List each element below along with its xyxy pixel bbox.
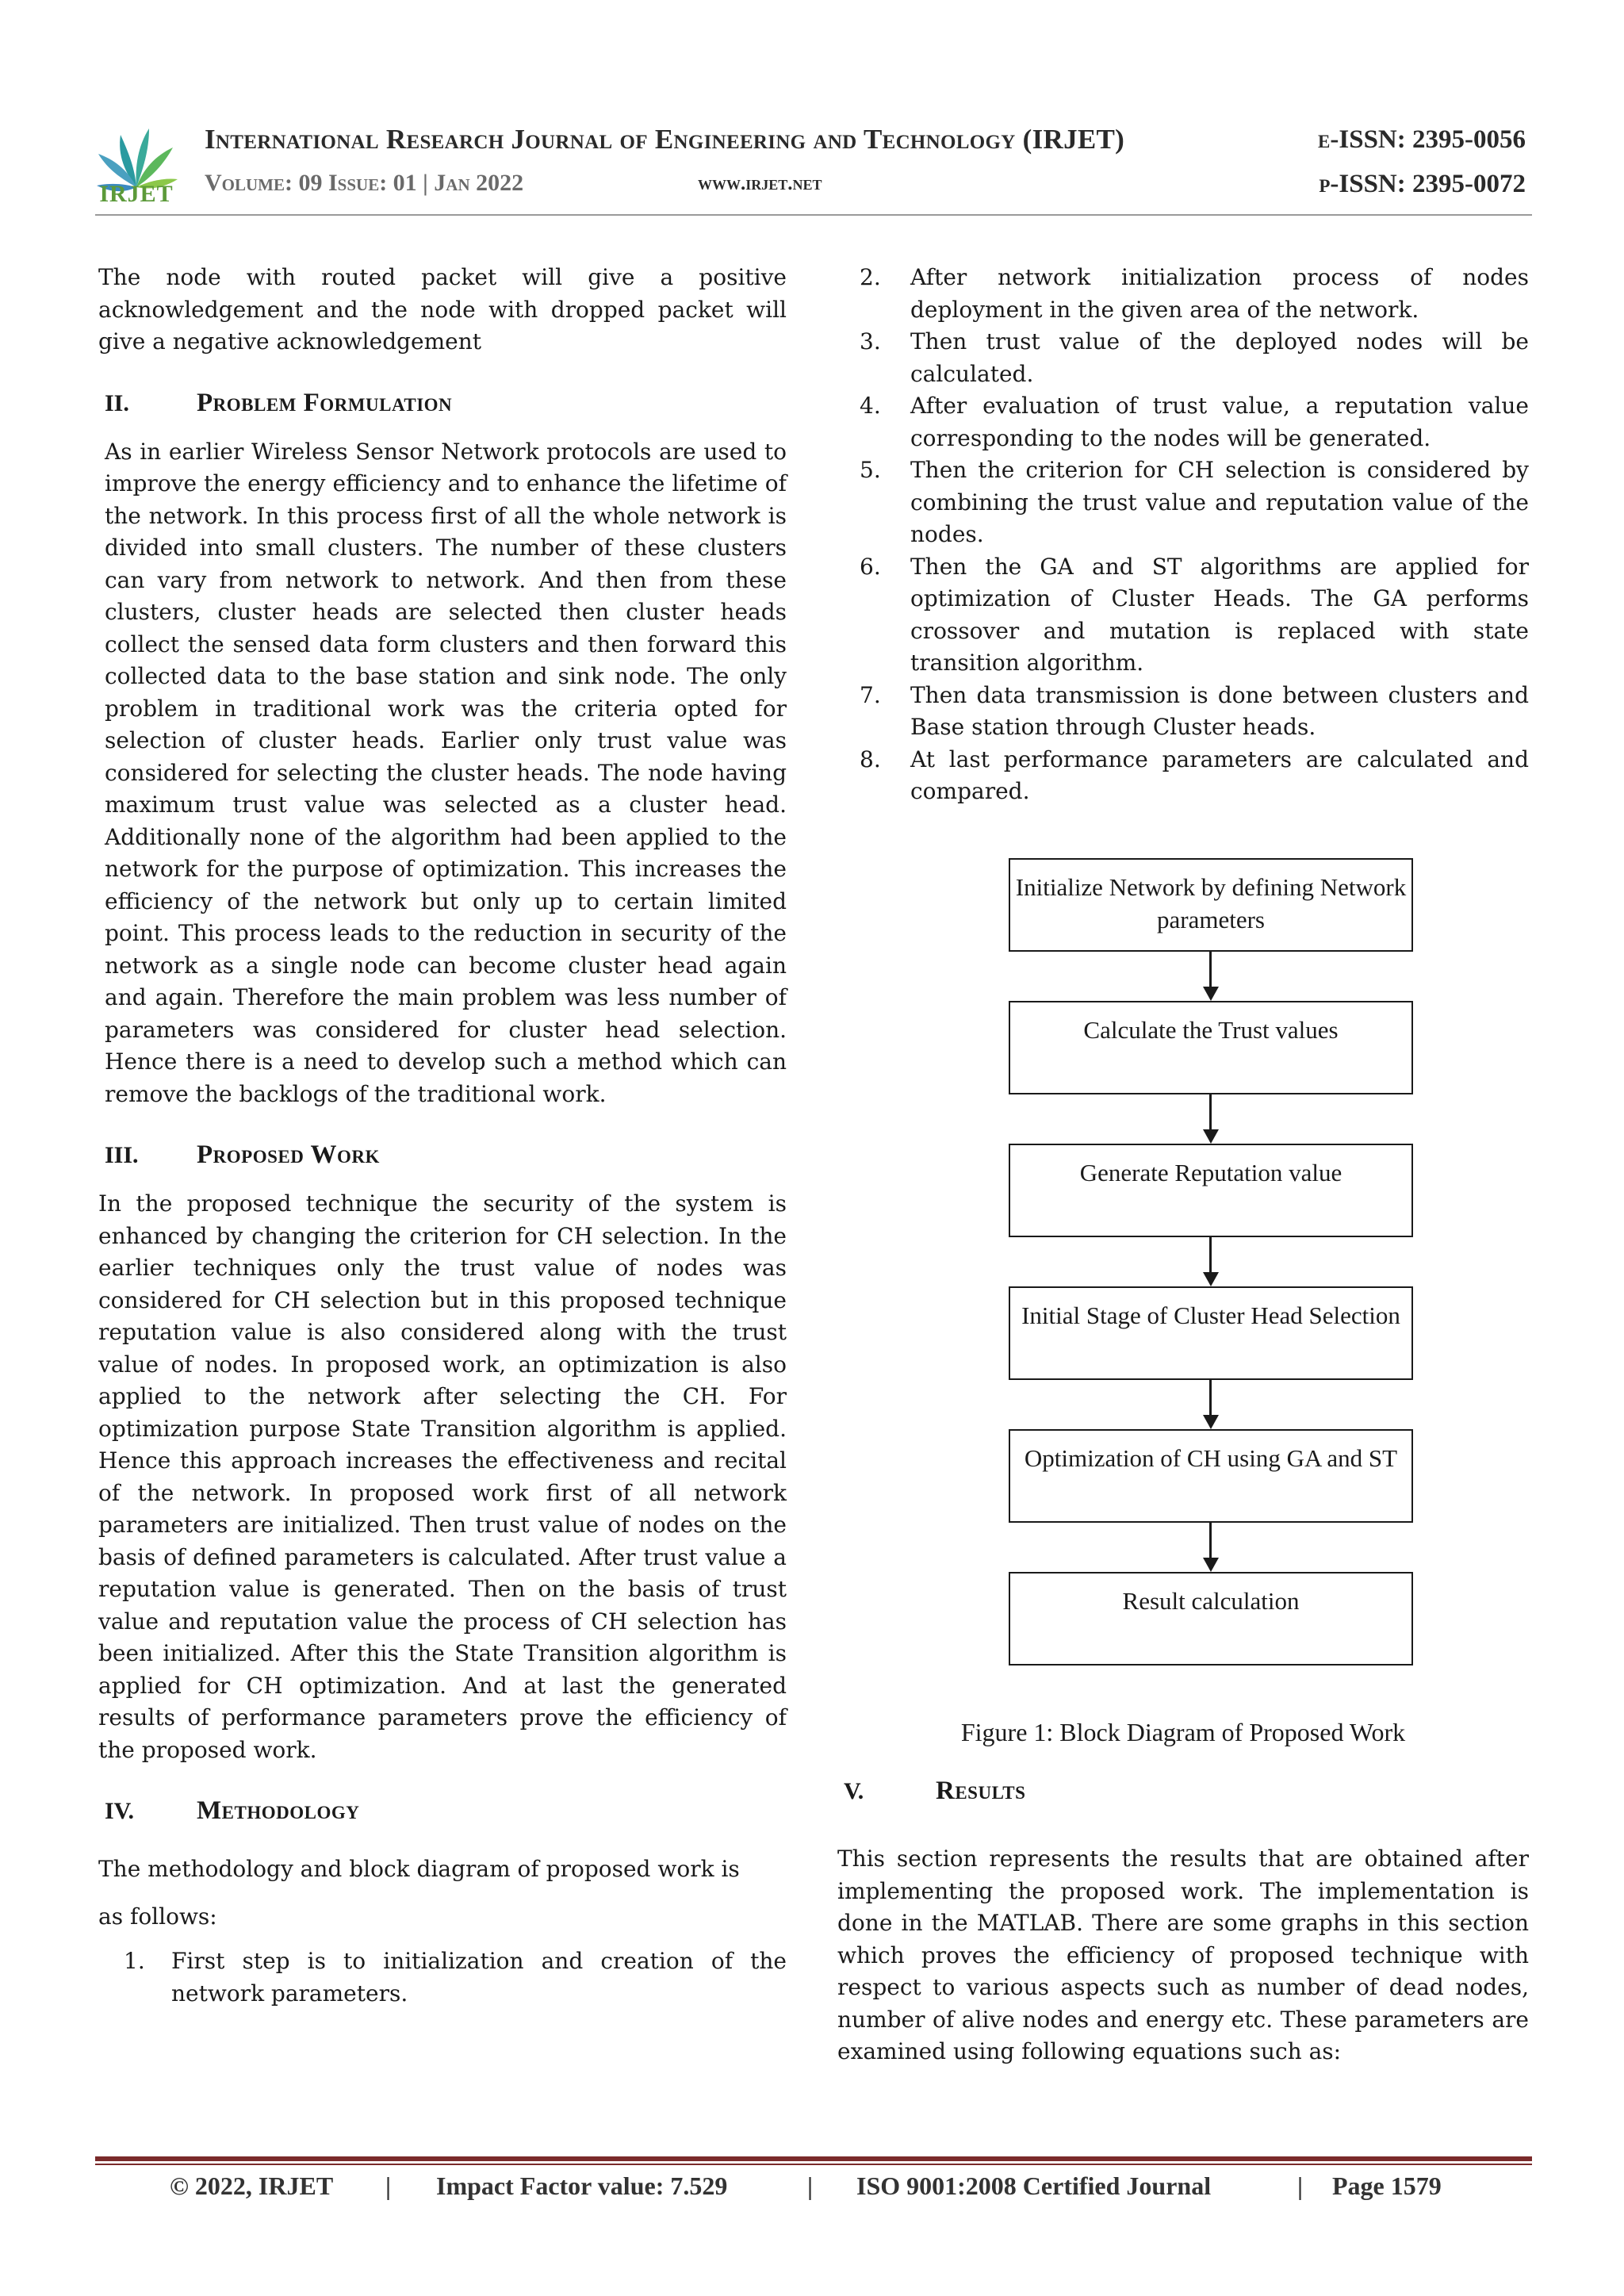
section-title: Problem Formulation — [197, 388, 453, 417]
section-title: Proposed Work — [197, 1140, 380, 1169]
section-heading-results — [837, 1777, 1529, 1843]
step-text: Then the GA and ST algorithms are applied for optimization of Cluster Heads. The GA performs crossover and mutation is replaced with state transition algorithm. — [910, 553, 1529, 676]
results-paragraph: This section represents the results that are obtained after implementing the proposed work. The implementation is done in the MATLAB. There are some graphs in this section which proves the efficiency of proposed technique with respect to various aspects such as number of dead nodes, number of alive nodes and energy etc. These parameters are examined using following equations such as: — [837, 1846, 1529, 2064]
section-number: III. — [105, 1142, 139, 1168]
list-item — [837, 454, 1529, 551]
step-text: At last performance parameters are calculated and compared. — [910, 746, 1529, 804]
methodology-steps-left — [98, 1945, 787, 2010]
step-number: 8. — [860, 746, 881, 772]
down-arrow-icon — [1009, 952, 1413, 1001]
flow-box-result-calculation: Result calculation — [1009, 1572, 1413, 1665]
step-number: 6. — [860, 553, 881, 580]
volume-issue: Volume: 09 Issue: 01 | Jan 2022 — [205, 170, 524, 196]
step-text: Then trust value of the deployed nodes will be calculated. — [910, 328, 1529, 387]
list-item — [837, 744, 1529, 808]
section-number: IV. — [105, 1798, 134, 1824]
flow-box-ch-selection: Initial Stage of Cluster Head Selection — [1009, 1286, 1413, 1380]
down-arrow-icon — [1009, 1237, 1413, 1286]
down-arrow-icon — [1009, 1380, 1413, 1429]
footer-divider — [95, 2156, 1532, 2161]
section-number: II. — [105, 389, 129, 416]
methodology-intro-line2: as follows: — [98, 1903, 217, 1930]
step-number: 4. — [860, 393, 881, 419]
step-text: After network initialization process of nodes deployment in the given area of the network. — [910, 264, 1529, 323]
journal-title: International Research Journal of Engineering and Technology (IRJET) — [205, 124, 1125, 155]
footer-divider-thin — [95, 2164, 1532, 2165]
footer-separator: | — [1297, 2171, 1304, 2200]
right-column — [837, 262, 1529, 808]
results-section — [837, 1777, 1529, 2068]
step-number: 7. — [860, 681, 881, 708]
list-item — [837, 551, 1529, 680]
step-text: Then data transmission is done between clusters and Base station through Cluster heads. — [910, 681, 1529, 740]
methodology-steps-right — [837, 262, 1529, 808]
step-text: After evaluation of trust value, a reputation value corresponding to the nodes will be generated. — [910, 393, 1529, 451]
footer-impact-factor: Impact Factor value: 7.529 — [436, 2171, 728, 2200]
section-number: V. — [844, 1778, 864, 1804]
flow-box-optimization: Optimization of CH using GA and ST — [1009, 1429, 1413, 1523]
list-item — [837, 326, 1529, 390]
step-text: First step is to initialization and creation of the network parameters. — [171, 1948, 787, 2007]
footer-iso: ISO 9001:2008 Certified Journal — [856, 2171, 1212, 2200]
e-issn: e-ISSN: 2395-0056 — [1318, 125, 1526, 154]
footer — [0, 2171, 1624, 2208]
step-number: 1. — [124, 1948, 145, 1974]
step-number: 2. — [860, 264, 881, 290]
section-heading-proposed-work — [98, 1118, 787, 1185]
step-number: 5. — [860, 457, 881, 483]
header-divider — [95, 214, 1532, 216]
methodology-intro-line1: The methodology and block diagram of proposed work is — [98, 1856, 740, 1882]
footer-separator: | — [807, 2171, 814, 2200]
flow-box-trust-values: Calculate the Trust values — [1009, 1001, 1413, 1094]
down-arrow-icon — [1009, 1094, 1413, 1144]
section-title: Methodology — [197, 1796, 360, 1825]
logo-text: IRJET — [99, 181, 174, 207]
flow-box-reputation-value: Generate Reputation value — [1009, 1144, 1413, 1237]
proposed-work-paragraph: In the proposed technique the security of the system is enhanced by changing the criterion for CH selection. In the earlier techniques only the trust value of nodes was considered for CH selection but in this proposed technique reputation value is also considered along with the trust value of nodes. In proposed work, an optimization is also applied to the network after selecting the CH. For optimization purpose State Transition algorithm is applied. Hence this approach increases the effectiveness and recital of the network. In proposed work first of all network parameters are initialized. Then trust value of nodes on the basis of defined parameters is calculated. After trust value a reputation value is generated. Then on the basis of trust value and reputation value the process of CH selection has been initialized. After this the State Transition algorithm is applied for CH optimization. And at last the generated results of performance parameters prove the efficiency of the proposed work. — [98, 1190, 787, 1763]
section-title: Results — [936, 1777, 1026, 1805]
problem-formulation-paragraph: As in earlier Wireless Sensor Network protocols are used to improve the energy efficiency and to enhance the lifetime of the network. In this process first of all the whole network is divided into small clusters. The number of these clusters can vary from network to network. And then from these clusters, cluster heads are selected then cluster heads collect the sensed data form clusters and then forward this collected data to the base station and sink node. The only problem in traditional work was the criteria opted for selection of cluster heads. Earlier only trust value was considered for selecting the cluster heads. The node having maximum trust value was selected as a cluster head. Additionally none of the algorithm had been applied to the network for the purpose of optimization. This increases the efficiency of the network but only up to certain limited point. This process leads to the reduction in security of the network as a single node can become cluster head again and again. Therefore the main problem was less number of parameters was considered for cluster head selection. Hence there is a need to develop such a method which can remove the backlogs of the traditional work. — [105, 438, 787, 1107]
down-arrow-icon — [1009, 1523, 1413, 1572]
step-number: 3. — [860, 328, 881, 355]
footer-separator: | — [385, 2171, 392, 2200]
footer-page-number: Page 1579 — [1332, 2171, 1442, 2200]
left-column — [98, 262, 787, 2010]
intro-paragraph: The node with routed packet will give a positive acknowledgement and the node with dropped packet will give a negative acknowledgement — [98, 264, 787, 355]
block-diagram — [1009, 858, 1415, 1665]
list-item — [98, 1945, 787, 2010]
list-item — [837, 680, 1529, 744]
section-heading-methodology — [98, 1774, 787, 1841]
methodology-intro — [98, 1846, 787, 1941]
step-text: Then the criterion for CH selection is considered by combining the trust value and reputation value of the nodes. — [910, 457, 1529, 547]
p-issn: p-ISSN: 2395-0072 — [1319, 170, 1526, 198]
section-heading-problem-formulation — [98, 366, 787, 433]
figure-caption: Figure 1: Block Diagram of Proposed Work — [960, 1718, 1406, 1746]
flow-box-initialize-network: Initialize Network by defining Network parameters — [1009, 858, 1413, 952]
journal-website-link[interactable]: www.irjet.net — [698, 173, 822, 194]
footer-copyright: © 2022, IRJET — [170, 2171, 334, 2200]
list-item — [837, 390, 1529, 454]
list-item — [837, 262, 1529, 326]
